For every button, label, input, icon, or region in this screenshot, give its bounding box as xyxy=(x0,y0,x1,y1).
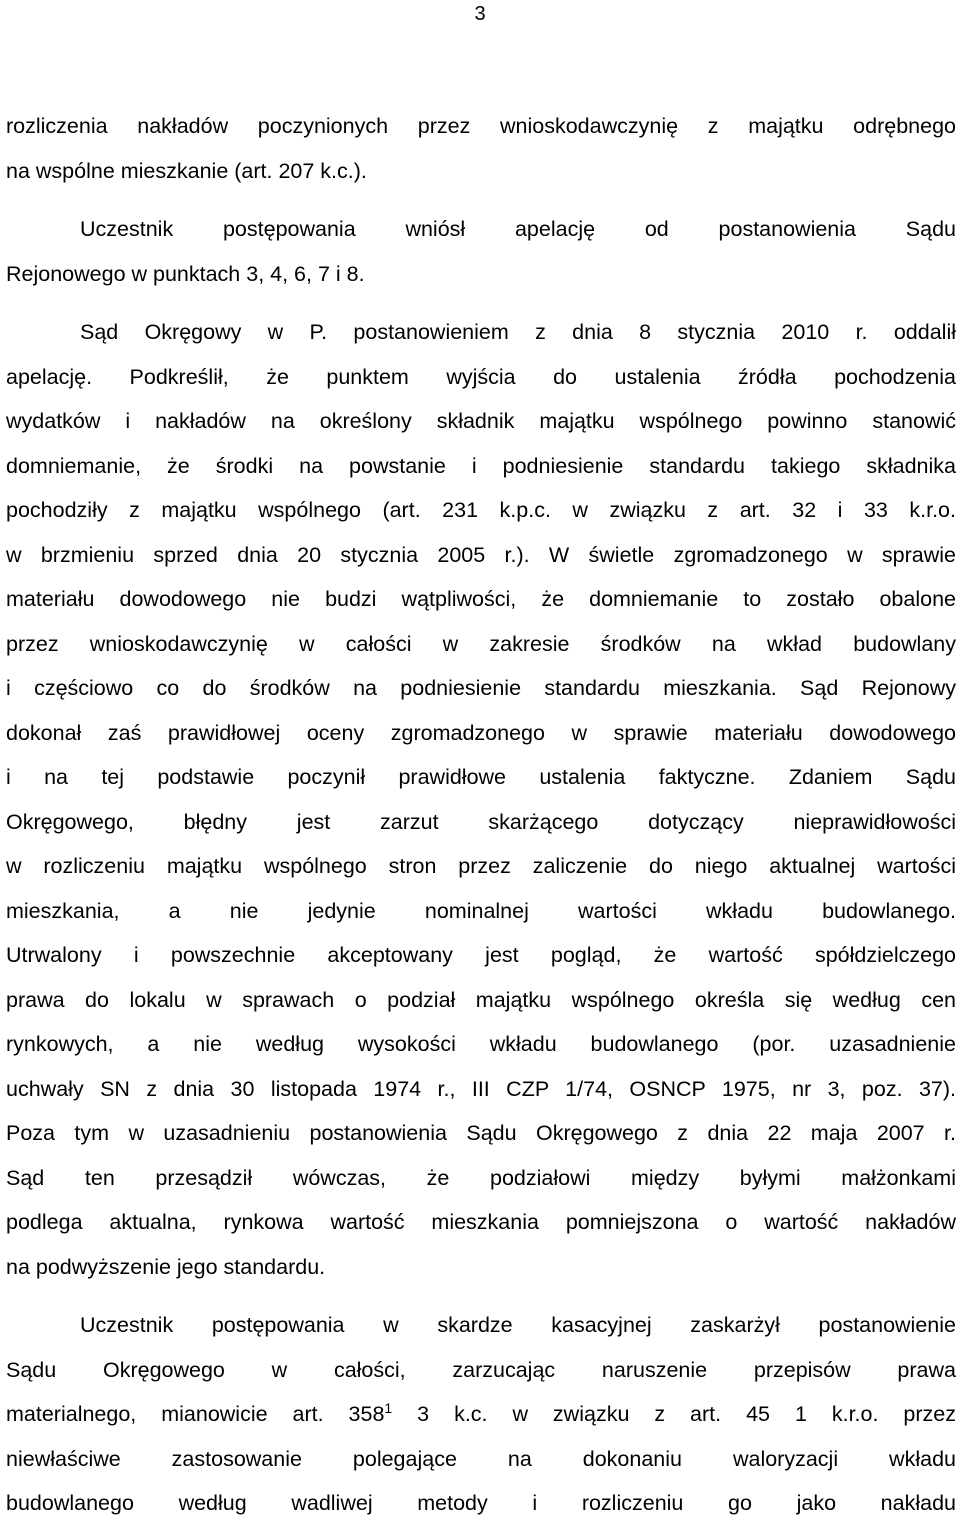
paragraph-2 xyxy=(6,207,956,296)
text-line: Rejonowego w punktach 3, 4, 6, 7 i 8. xyxy=(6,261,365,286)
text-line: Uczestnik postępowania w skardze kasacyjnej zaskarżył postanowienie xyxy=(80,1313,956,1337)
document-body xyxy=(6,104,956,1526)
text-line: pochodziły z majątku wspólnego (art. 231 k.p.c. w związku z art. 32 i 33 k.r.o. xyxy=(6,498,956,522)
text-line-with-superscript xyxy=(6,1392,956,1437)
text-line: Uczestnik postępowania wniósł apelację od postanowienia Sądu xyxy=(80,217,956,241)
text-line: Sąd ten przesądził wówczas, że podziałowi między byłymi małżonkami xyxy=(6,1165,956,1190)
text-line: apelację. Podkreślił, że punktem wyjścia do ustalenia źródła pochodzenia xyxy=(6,364,956,389)
text-line: budowlanego według wadliwej metody i rozliczeniu go jako nakładu xyxy=(6,1491,956,1515)
text-line: w rozliczeniu majątku wspólnego stron przez zaliczenie do niego aktualnej wartości xyxy=(6,854,956,878)
page-number: 3 xyxy=(474,3,486,25)
text-line: Poza tym w uzasadnieniu postanowienia Sądu Okręgowego z dnia 22 maja 2007 r. xyxy=(6,1121,956,1145)
text-line: rozliczenia nakładów poczynionych przez wnioskodawczynię z majątku odrębnego xyxy=(6,114,956,138)
text-line: materiału dowodowego nie budzi wątpliwości, że domniemanie to zostało obalone xyxy=(6,587,956,611)
text-line: domniemanie, że środki na powstanie i podniesienie standardu takiego składnika xyxy=(6,453,956,478)
text-segment: 3 k.c. w związku z art. 45 xyxy=(417,1402,770,1426)
text-line: mieszkania, a nie jedynie nominalnej wartości wkładu budowlanego. xyxy=(6,898,956,923)
text-line: na wspólne mieszkanie (art. 207 k.c.). xyxy=(6,158,367,183)
text-line: Sądu Okręgowego w całości, zarzucając naruszenie przepisów prawa xyxy=(6,1357,956,1382)
paragraph-3 xyxy=(6,310,956,1289)
superscript: 1 xyxy=(384,1399,393,1416)
text-line: przez wnioskodawczynię w całości w zakresie środków na wkład budowlany xyxy=(6,631,956,656)
text-segment: 1 k.r.o. przez xyxy=(794,1402,956,1426)
text-line: Utrwalony i powszechnie akceptowany jest pogląd, że wartość spółdzielczego xyxy=(6,943,956,967)
text-line: prawa do lokalu w sprawach o podział majątku wspólnego określa się według cen xyxy=(6,987,956,1012)
text-line: podlega aktualna, rynkowa wartość mieszkania pomniejszona o wartość nakładów xyxy=(6,1210,956,1234)
text-line: i na tej podstawie poczynił prawidłowe ustalenia faktyczne. Zdaniem Sądu xyxy=(6,765,956,789)
paragraph-4 xyxy=(6,1303,956,1526)
text-line: Sąd Okręgowy w P. postanowieniem z dnia 8 stycznia 2010 r. oddalił xyxy=(80,320,956,344)
text-line: wydatków i nakładów na określony składnik majątku wspólnego powinno stanowić xyxy=(6,409,956,433)
text-segment: materialnego, mianowicie art. 358 xyxy=(6,1402,385,1426)
text-line: rynkowych, a nie według wysokości wkładu budowlanego (por. uzasadnienie xyxy=(6,1032,956,1056)
paragraph-1 xyxy=(6,104,956,193)
text-line: niewłaściwe zastosowanie polegające na dokonaniu waloryzacji wkładu xyxy=(6,1446,956,1471)
text-line: i częściowo co do środków na podniesienie standardu mieszkania. Sąd Rejonowy xyxy=(6,676,956,700)
text-line: na podwyższenie jego standardu. xyxy=(6,1254,326,1279)
text-line: Okręgowego, błędny jest zarzut skarżącego dotyczący nieprawidłowości xyxy=(6,809,956,834)
text-line: w brzmieniu sprzed dnia 20 stycznia 2005 r.). W świetle zgromadzonego w sprawie xyxy=(6,542,956,567)
text-line: uchwały SN z dnia 30 listopada 1974 r., III CZP 1/74, OSNCP 1975, nr 3, poz. 37). xyxy=(6,1076,956,1101)
text-line: dokonał zaś prawidłowej oceny zgromadzonego w sprawie materiału dowodowego xyxy=(6,720,956,745)
